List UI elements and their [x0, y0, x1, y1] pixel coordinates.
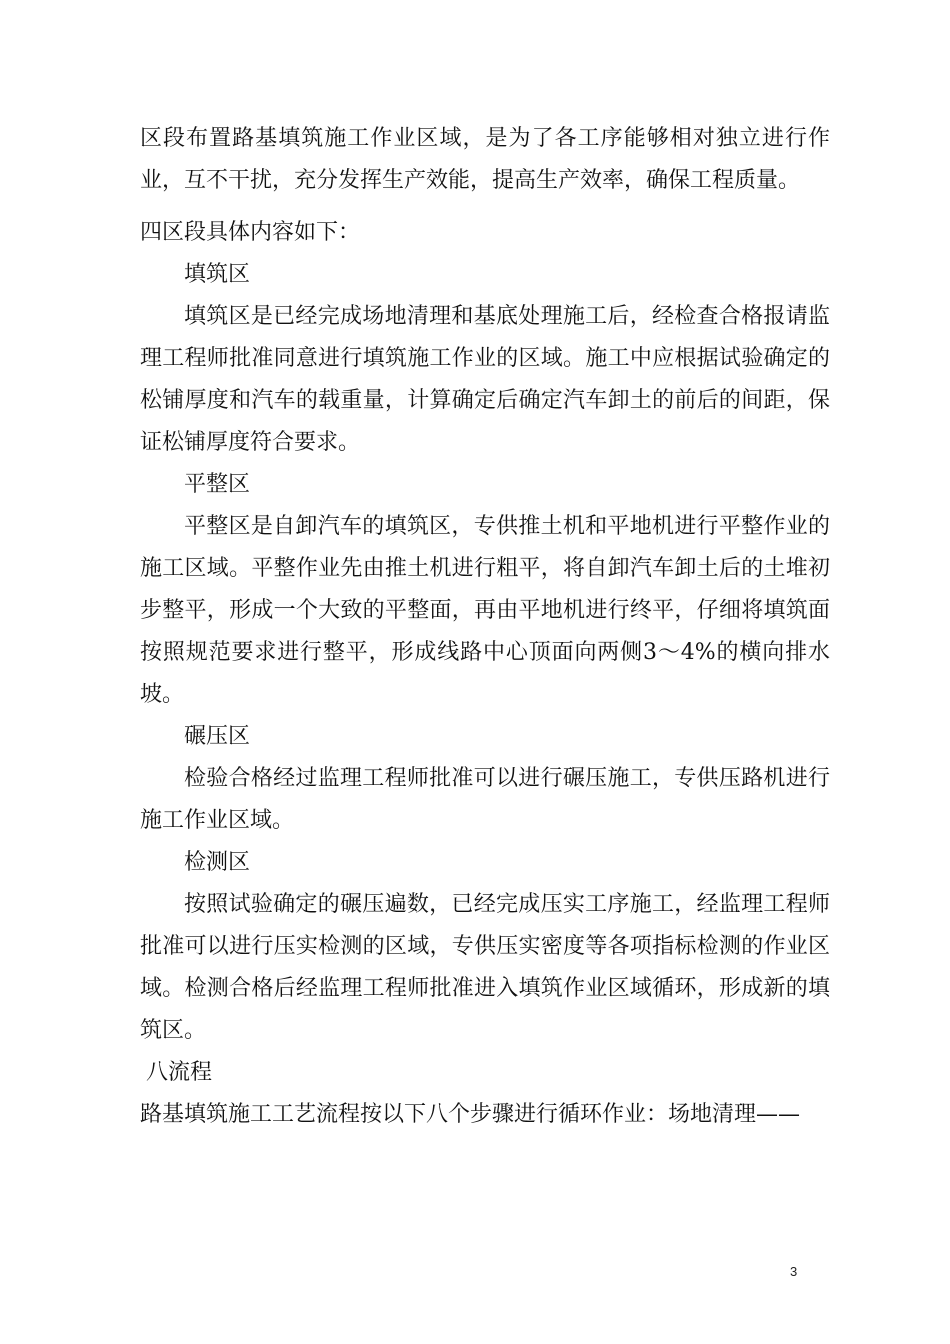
- zone-title-leveling: 平整区: [184, 472, 251, 497]
- zone-body-fill: 填筑区是已经完成场地清理和基底处理施工后，经检查合格报请监理工程师批准同意进行填筑施工作业的区域。施工中应根据试验确定的松铺厚度和汽车的载重量，计算确定后确定汽车卸土的前后的间距，保证松铺厚度符合要求。: [140, 304, 830, 455]
- zone-title-fill: 填筑区: [184, 262, 251, 287]
- zone-title-testing: 检测区: [184, 850, 251, 875]
- zone-body-leveling: 平整区是自卸汽车的填筑区，专供推土机和平地机进行平整作业的施工区域。平整作业先由推土机进行粗平，将自卸汽车卸土后的土堆初步整平，形成一个大致的平整面，再由平地机进行终平，仔细将填筑面按照规范要求进行整平，形成线路中心顶面向两侧3～4%的横向排水坡。: [140, 514, 830, 707]
- section-body-process: 路基填筑施工工艺流程按以下八个步骤进行循环作业：场地清理——: [140, 1102, 801, 1127]
- section-title-process: 八流程: [146, 1060, 213, 1085]
- document-body: [140, 118, 830, 1136]
- zone-list-intro: 四区段具体内容如下：: [140, 220, 361, 245]
- zone-title-compaction: 碾压区: [184, 724, 251, 749]
- page-number: 3: [790, 1264, 798, 1279]
- zone-body-compaction: 检验合格经过监理工程师批准可以进行碾压施工，专供压路机进行施工作业区域。: [140, 766, 830, 833]
- intro-paragraph: 区段布置路基填筑施工作业区域，是为了各工序能够相对独立进行作业，互不干扰，充分发挥生产效能，提高生产效率，确保工程质量。: [140, 126, 830, 193]
- zone-body-testing: 按照试验确定的碾压遍数，已经完成压实工序施工，经监理工程师批准可以进行压实检测的区域，专供压实密度等各项指标检测的作业区域。检测合格后经监理工程师批准进入填筑作业区域循环，形成新的填筑区。: [140, 892, 830, 1043]
